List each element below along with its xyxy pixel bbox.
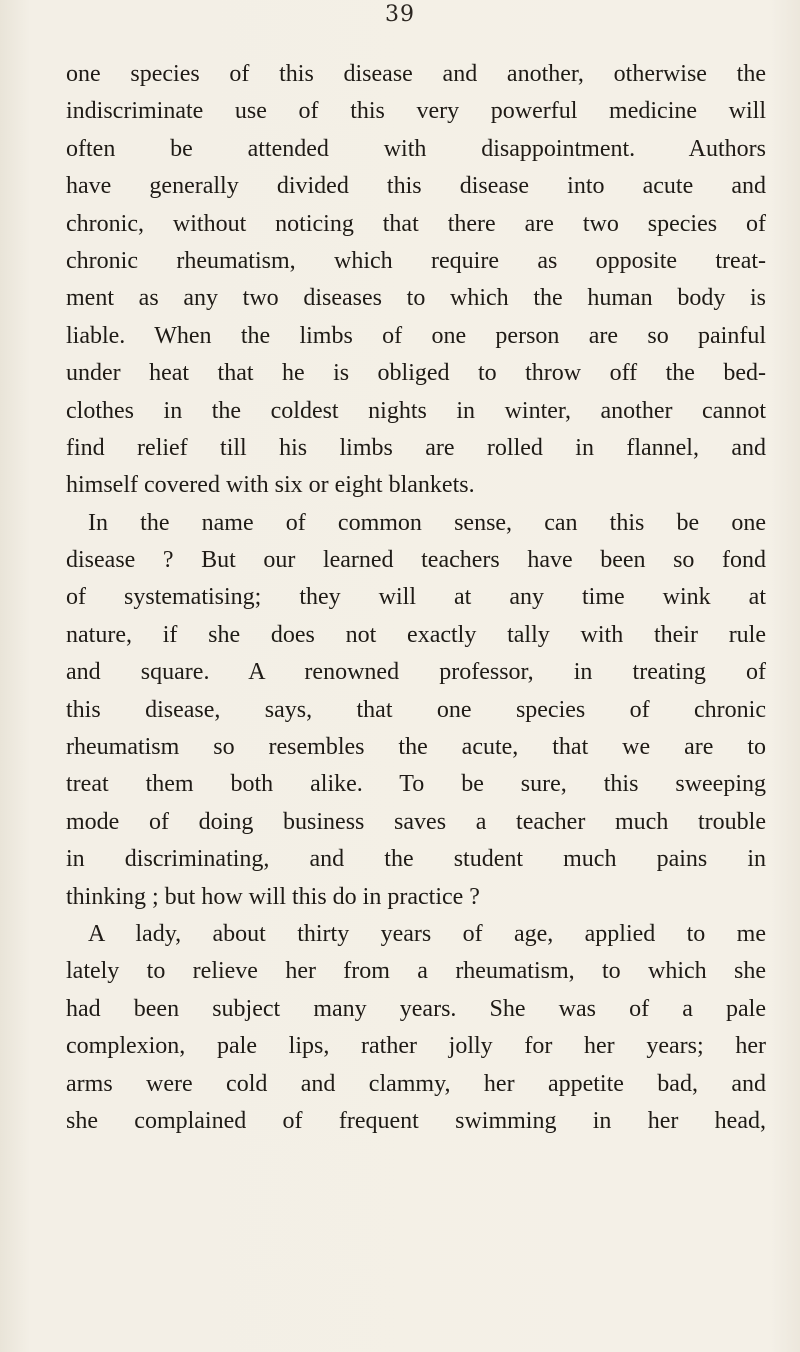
text-line: find relief till his limbs are rolled in flannel, and xyxy=(66,434,766,461)
text-line: A lady, about thirty years of age, applied to me xyxy=(88,920,766,947)
text-line: complexion, pale lips, rather jolly for her years; her xyxy=(66,1033,766,1060)
text-line: indiscriminate use of this very powerful medicine will xyxy=(66,98,766,125)
text-line: chronic, without noticing that there are two species of xyxy=(66,210,766,237)
text-line: ment as any two diseases to which the human body is xyxy=(66,285,766,312)
text-line: disease ? But our learned teachers have been so fond xyxy=(66,547,766,574)
text-line: clothes in the coldest nights in winter, another cannot xyxy=(66,397,766,424)
text-line: arms were cold and clammy, her appetite bad, and xyxy=(66,1070,766,1097)
text-line: himself covered with six or eight blankets. xyxy=(66,472,475,499)
text-line: have generally divided this disease into acute and xyxy=(66,173,766,200)
text-line: one species of this disease and another, otherwise the xyxy=(66,61,766,87)
text-line: rheumatism so resembles the acute, that we are to xyxy=(66,734,766,761)
text-line: chronic rheumatism, which require as opposite treat- xyxy=(66,247,766,274)
text-line: lately to relieve her from a rheumatism, to which she xyxy=(66,958,766,985)
text-line: often be attended with disappointment. Authors xyxy=(66,135,766,162)
page-number: 39 xyxy=(385,2,415,27)
text-line: mode of doing business saves a teacher much trouble xyxy=(66,808,766,835)
text-line: In the name of common sense, can this be one xyxy=(88,509,766,536)
text-line: and square. A renowned professor, in treating of xyxy=(66,659,766,686)
text-line: under heat that he is obliged to throw off the bed- xyxy=(66,360,766,387)
text-line: nature, if she does not exactly tally with their rule xyxy=(66,621,766,648)
text-line: in discriminating, and the student much pains in xyxy=(66,846,766,873)
body-text xyxy=(66,56,766,1140)
text-line: had been subject many years. She was of a pale xyxy=(66,995,766,1022)
text-line: this disease, says, that one species of chronic xyxy=(66,696,766,723)
text-line: she complained of frequent swimming in her head, xyxy=(66,1107,766,1134)
text-line: thinking ; but how will this do in practice ? xyxy=(66,883,480,910)
text-line: of systematising; they will at any time wink at xyxy=(66,584,766,611)
text-line: liable. When the limbs of one person are so painful xyxy=(66,322,766,349)
text-line: treat them both alike. To be sure, this sweeping xyxy=(66,771,766,798)
